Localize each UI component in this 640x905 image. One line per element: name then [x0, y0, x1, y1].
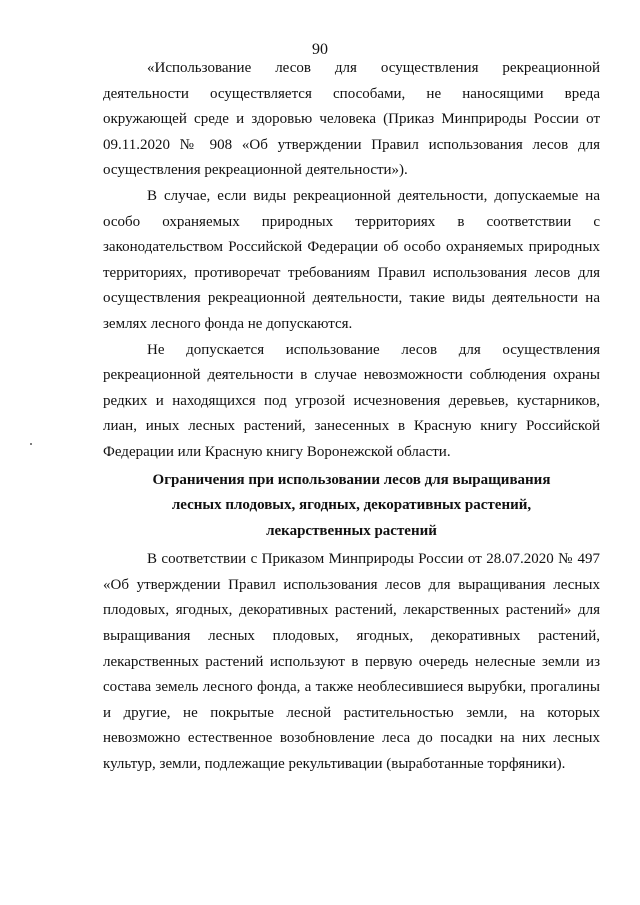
section-heading-line: лекарственных растений [266, 522, 437, 539]
section-heading-line: лесных плодовых, ягодных, декоративных растений, [171, 497, 532, 514]
section-heading-line: Ограничения при использовании лесов для выращивания [152, 471, 551, 488]
section-heading [103, 468, 600, 545]
page-body [103, 56, 600, 778]
paragraph-protected-territories: В случае, если виды рекреационной деятельности, допускаемые на особо охраняемых природных территориях в соответствии с законодательством Российской Федерации об особо охраняемых природных территориях, противоречат требованиям Правил использования лесов для осуществления рекреационной деятельности, такие виды деятельности на землях лесного фонда не допускаются. [103, 187, 600, 332]
paragraph-red-book: Не допускается использование лесов для осуществления рекреационной деятельности в случае невозможности соблюдения охраны редких и находящихся под угрозой исчезновения деревьев, кустарников, лиан, иных лесных растений, занесенных в Красную книгу Российской Федерации или Красную книгу Воронежской области. [103, 341, 600, 460]
paragraph-recreation-methods: «Использование лесов для осуществления рекреационной деятельности осуществляется способами, не наносящими вреда окружающей среде и здоровью человека (Приказ Минприроды России от 09.11.2020 № 908 «Об утверждении Правил использования лесов для осуществления рекреационной деятельности»). [103, 60, 600, 179]
paragraph-cultivation-rules: В соответствии с Приказом Минприроды России от 28.07.2020 № 497 «Об утверждении Правил использования лесов для выращивания лесных плодовых, ягодных, декоративных растений, лекарственных растений» для выращивания лесных плодовых, ягодных, декоративных растений, лекарственных растений используют в первую очередь нелесные земли из состава земель лесного фонда, а также необлесившиеся вырубки, прогалины и другие, не покрытые лесной растительностью земли, на которых невозможно естественное возобновление леса до посадки на них лесных культур, земли, подлежащие рекультивации (выработанные торфяники). [103, 551, 600, 773]
scan-speck [30, 443, 32, 445]
page-number: 90 [312, 41, 328, 58]
